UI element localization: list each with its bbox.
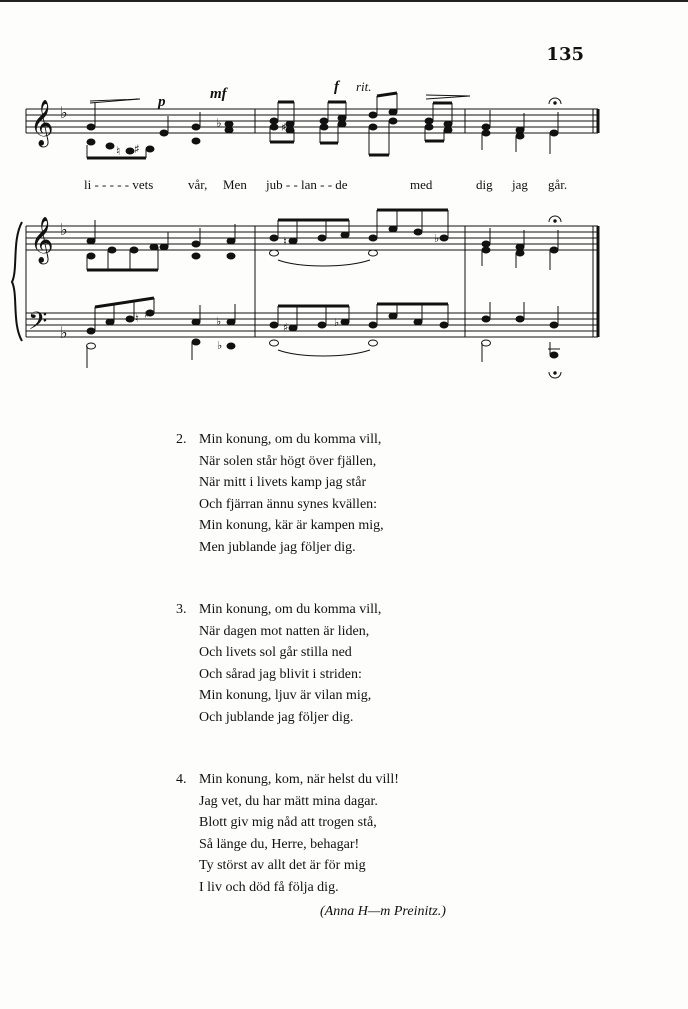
tempo-rit: rit. (356, 79, 372, 94)
flat-icon: ♭ (60, 220, 68, 239)
verse-2 (176, 429, 384, 559)
verse-line: Min konung, kär är kampen mig, (199, 518, 384, 534)
lyric-word: med (410, 177, 433, 192)
dynamic-mf: mf (210, 86, 227, 102)
verse-line: Blott giv mig nåd att trogen stå, (199, 815, 377, 831)
flat-icon: ♭ (60, 323, 68, 342)
svg-text:♯: ♯ (144, 308, 150, 321)
svg-text:♭: ♭ (216, 116, 222, 130)
verse-line: Men jublande jag följer dig. (199, 539, 356, 555)
treble-clef-icon: 𝄞 (30, 217, 54, 263)
staff-voice (26, 109, 598, 133)
flat-icon: ♭ (60, 103, 68, 122)
piano-bass-notes (87, 298, 562, 378)
verse-line: Så länge du, Herre, behagar! (199, 836, 360, 852)
page-number: 135 (546, 44, 584, 65)
verse-line: Jag vet, du har mätt mina dagar. (199, 793, 378, 809)
svg-text:♭: ♭ (216, 315, 222, 328)
lyric-word: jub - - lan - - de (266, 177, 348, 192)
bass-clef-icon: 𝄢 (28, 307, 48, 342)
piano-treble-notes (87, 210, 561, 270)
verse-line: Och sårad jag blivit i striden: (199, 666, 362, 682)
verse-line: När mitt i livets kamp jag står (199, 475, 367, 491)
verse-line: I liv och död få följa dig. (199, 879, 339, 895)
svg-text:♭: ♭ (334, 316, 340, 329)
lyric-word: vår, (188, 177, 208, 192)
svg-text:♮: ♮ (116, 144, 121, 158)
staff-piano-treble (26, 226, 598, 250)
verse-4 (176, 769, 399, 899)
verse-line: När dagen mot natten är liden, (199, 623, 370, 639)
lyric-word: går. (548, 177, 568, 192)
svg-text:♮: ♮ (283, 235, 287, 248)
treble-clef-icon: 𝄞 (30, 100, 54, 146)
verse-3 (176, 599, 381, 729)
verse-line: Och livets sol går stilla ned (199, 645, 352, 661)
verse-line: När solen står högt över fjällen, (199, 453, 377, 469)
music-score (0, 0, 688, 400)
verse-number: 4. (176, 772, 187, 787)
verse-line: Min konung, ljuv är vilan mig, (199, 688, 372, 704)
lyric-word: jag (512, 177, 528, 192)
svg-text:♭: ♭ (434, 232, 440, 245)
svg-text:♮: ♮ (135, 312, 139, 325)
verse-line: Min konung, om du komma vill, (199, 602, 382, 617)
verse-number: 3. (176, 602, 187, 617)
verse-line: Och fjärran ännu synes kvällen: (199, 496, 378, 512)
dynamic-f: f (334, 79, 339, 95)
dynamic-p: p (158, 94, 166, 110)
svg-text:♯: ♯ (281, 121, 287, 134)
verse-line: Och jublande jag följer dig. (199, 709, 354, 725)
lyric-word: dig (476, 177, 493, 192)
svg-text:♭: ♭ (217, 339, 223, 352)
verse-line: Ty störst av allt det är för mig (199, 858, 366, 874)
svg-text:♯: ♯ (134, 142, 140, 156)
lyrics-line (84, 177, 567, 192)
lyric-word: Men (223, 177, 247, 192)
svg-text:♯: ♯ (283, 321, 289, 334)
verse-number: 2. (176, 432, 187, 447)
verse-line: Min konung, om du komma vill, (199, 432, 382, 447)
author-credit: (Anna H—m Preinitz.) (320, 904, 446, 919)
lyric-word: li - - - - - vets (84, 177, 154, 192)
verse-line: Min konung, kom, när helst du vill! (199, 772, 399, 787)
